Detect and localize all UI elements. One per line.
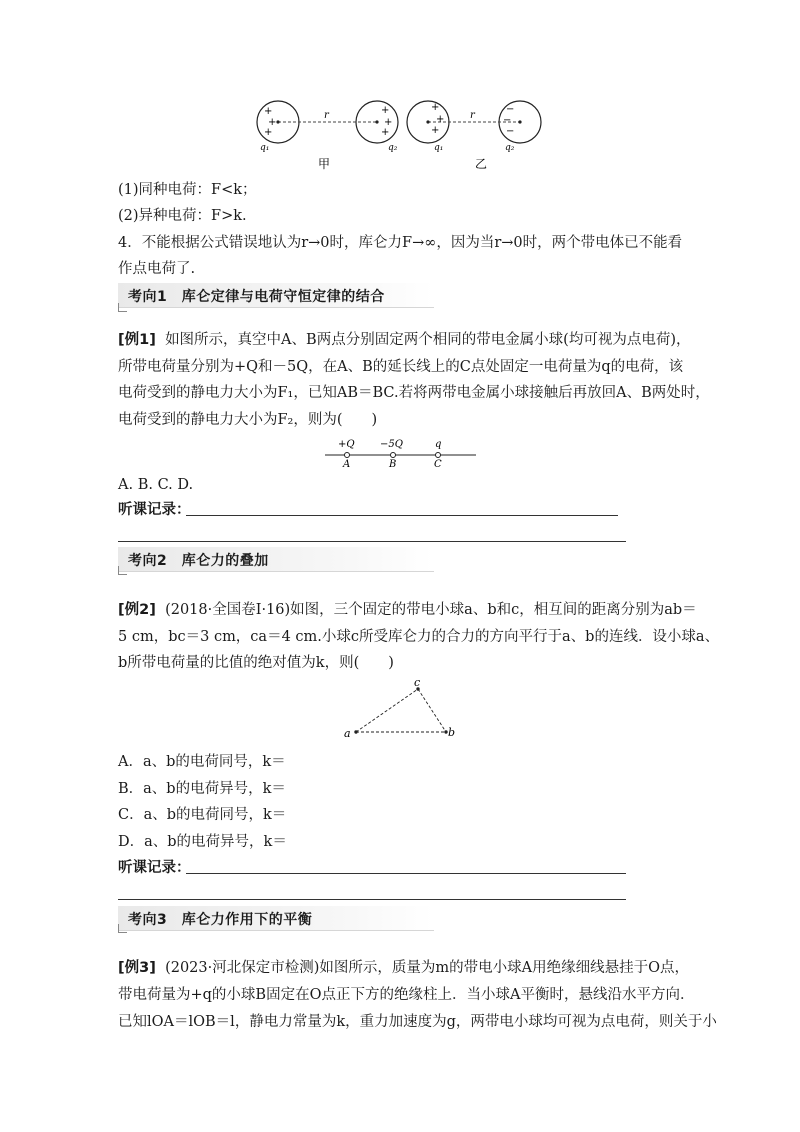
label-q1-jia: q₁ xyxy=(260,143,270,153)
label-q2-yi: q₂ xyxy=(505,143,515,153)
label-r-yi: r xyxy=(470,110,475,121)
figure-yi xyxy=(407,101,541,171)
example2-record-label: 听课记录： xyxy=(118,860,191,876)
example1-text1: 如图所示，真空中A、B两点分别固定两个相同的带电金属小球(均可视为点电荷)， xyxy=(165,332,691,348)
example3-line3: 已知lOA＝lOB＝l，静电力常量为k，重力加速度为g，两带电小球均可视为点电荷，则关于小 xyxy=(118,1014,717,1030)
sign-yi-r1: − xyxy=(506,104,515,115)
label-q2-jia: q₂ xyxy=(388,143,398,153)
charge-b: −5Q xyxy=(380,439,403,450)
section-header-3 xyxy=(118,906,434,931)
record-line-2a[interactable] xyxy=(186,873,626,874)
example2-line1 xyxy=(118,600,697,620)
example3-line2: 带电荷量为+q的小球B固定在O点正下方的绝缘柱上．当小球A平衡时，悬线沿水平方向． xyxy=(118,987,695,1003)
sign-jia-r1: + xyxy=(381,105,390,116)
sign-jia-l1: + xyxy=(264,106,273,117)
example2-text1: (2018·全国卷Ⅰ·16)如图，三个固定的带电小球a、b和c，相互间的距离分别为ab＝ xyxy=(165,602,697,618)
sign-yi-r2: − xyxy=(503,115,512,126)
record-line-1b[interactable] xyxy=(118,541,626,542)
vertex-c: c xyxy=(414,676,421,689)
sign-jia-l2: + xyxy=(268,117,277,128)
example2-option-d: D．a、b的电荷异号，k＝ xyxy=(118,834,287,850)
figure-jia xyxy=(257,101,398,171)
note-same-charge: (1)同种电荷：F<k； xyxy=(118,182,257,198)
point-c xyxy=(436,453,441,458)
sign-yi-l2: + xyxy=(436,114,445,125)
sign-yi-r3: − xyxy=(506,126,515,137)
example3-line1 xyxy=(118,958,689,978)
example2-line3: b所带电荷量的比值的绝对值为k，则( ) xyxy=(118,655,394,671)
label-q1-yi: q₁ xyxy=(434,143,444,153)
example1-options: A. B. C. D. xyxy=(118,477,194,493)
example2-option-b: B．a、b的电荷异号，k＝ xyxy=(118,781,286,797)
vertex-b: b xyxy=(448,726,456,739)
charge-a: +Q xyxy=(338,439,355,450)
label-a: A xyxy=(343,459,351,470)
example3-tag: [例3] xyxy=(118,960,156,976)
section-header-2 xyxy=(118,547,434,572)
label-c: C xyxy=(434,459,442,470)
section-title-2: 考向2 库仑力的叠加 xyxy=(128,553,269,569)
figure-abc-line xyxy=(320,432,485,470)
section-title-1: 考向1 库仑定律与电荷守恒定律的结合 xyxy=(128,289,385,305)
label-b: B xyxy=(389,459,397,470)
record-line-2b[interactable] xyxy=(118,899,626,900)
note-4-line1: 4．不能根据公式错误地认为r→0时，库仑力F→∞，因为当r→0时，两个带电体已不能看 xyxy=(118,235,683,251)
example1-tag: [例1] xyxy=(118,332,156,348)
caption-yi: 乙 xyxy=(475,157,488,171)
sign-jia-l3: + xyxy=(264,127,273,138)
sign-yi-l1: + xyxy=(431,102,440,113)
vertex-a: a xyxy=(344,727,351,740)
example2-tag: [例2] xyxy=(118,602,156,618)
caption-jia: 甲 xyxy=(318,157,331,171)
example2-option-c: C．a、b的电荷同号，k＝ xyxy=(118,807,287,823)
point-b xyxy=(391,453,396,458)
example2-option-a: A．a、b的电荷同号，k＝ xyxy=(118,754,286,770)
label-r-jia: r xyxy=(324,110,329,121)
example1-line2: 所带电荷量分别为+Q和－5Q，在A、B的延长线上的C点处固定一电荷量为q的电荷，该 xyxy=(118,359,684,375)
sign-yi-l3: + xyxy=(431,125,440,136)
note-opposite-charge: (2)异种电荷：F>k. xyxy=(118,208,247,224)
side-ac xyxy=(356,689,418,732)
sign-jia-r2: + xyxy=(384,117,393,128)
example2-line2: 5 cm，bc＝3 cm，ca＝4 cm.小球c所受库仑力的合力的方向平行于a、b的连线．设小球a、 xyxy=(118,629,720,645)
sign-jia-r3: + xyxy=(381,127,390,138)
example1-record-label: 听课记录： xyxy=(118,502,191,518)
point-a xyxy=(345,453,350,458)
example1-line3: 电荷受到的静电力大小为F₁，已知AB＝BC.若将两带电金属小球接触后再放回A、B两处时， xyxy=(118,385,710,401)
figure-charges-jia-yi xyxy=(250,96,560,172)
example3-text1: (2023·河北保定市检测)如图所示，质量为m的带电小球A用绝缘细线悬挂于O点， xyxy=(165,960,689,976)
example1-line4: 电荷受到的静电力大小为F₂，则为( ) xyxy=(118,412,378,428)
side-bc xyxy=(418,689,446,732)
figure-triangle-abc xyxy=(340,676,465,742)
charge-c: q xyxy=(435,439,442,450)
note-4-line2: 作点电荷了. xyxy=(118,261,196,277)
section-header-1 xyxy=(118,283,434,308)
section-title-3: 考向3 库仑力作用下的平衡 xyxy=(128,912,313,928)
example1-line1 xyxy=(118,330,691,350)
record-line-1a[interactable] xyxy=(186,515,618,516)
